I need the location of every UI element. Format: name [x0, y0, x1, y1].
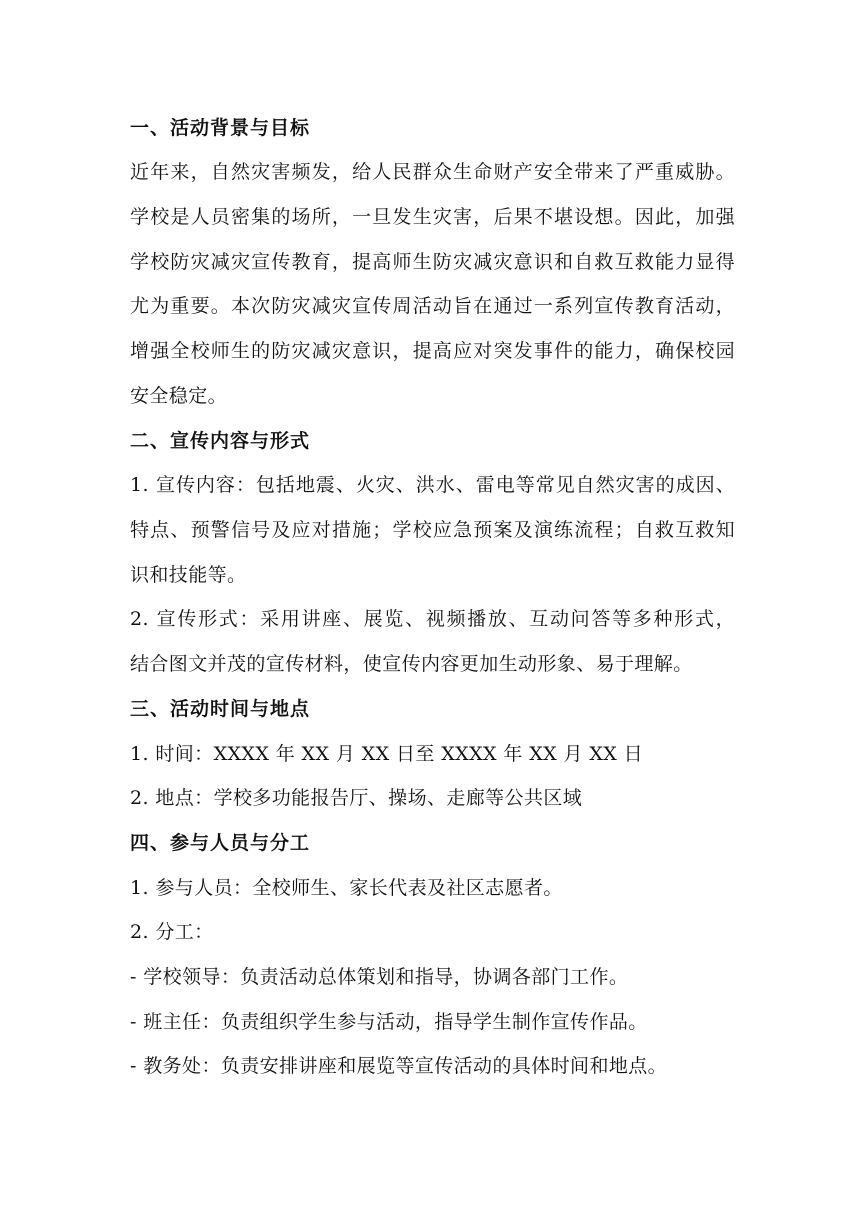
list-item: - 学校领导：负责活动总体策划和指导，协调各部门工作。: [130, 966, 629, 988]
paragraph-line: 安全稳定。: [130, 385, 228, 407]
section-heading-1: 一、活动背景与目标: [130, 117, 311, 139]
list-item: - 班主任：负责组织学生参与活动，指导学生制作宣传作品。: [130, 1011, 648, 1033]
section-heading-4: 四、参与人员与分工: [130, 832, 311, 854]
section-heading-3: 三、活动时间与地点: [130, 698, 311, 720]
paragraph-line: 学校是人员密集的场所，一旦发生灾害，后果不堪设想。因此，加强: [130, 206, 735, 228]
paragraph-line: 1. 时间：XXXX 年 XX 月 XX 日至 XXXX 年 XX 月 XX 日: [130, 743, 644, 765]
paragraph-line: 特点、预警信号及应对措施；学校应急预案及演练流程；自救互救知: [130, 519, 735, 541]
paragraph-line: 结合图文并茂的宣传材料，使宣传内容更加生动形象、易于理解。: [130, 653, 693, 675]
paragraph-line: 近年来，自然灾害频发，给人民群众生命财产安全带来了严重威胁。: [130, 161, 735, 183]
paragraph-line: 1. 参与人员：全校师生、家长代表及社区志愿者。: [130, 877, 563, 899]
list-item: - 教务处：负责安排讲座和展览等宣传活动的具体时间和地点。: [130, 1055, 668, 1077]
section-heading-2: 二、宣传内容与形式: [130, 430, 311, 452]
paragraph-line: 2. 地点：学校多功能报告厅、操场、走廊等公共区域: [130, 787, 583, 809]
paragraph-line: 学校防灾减灾宣传教育，提高师生防灾减灾意识和自救互救能力显得: [130, 251, 735, 273]
paragraph-line: 2. 宣传形式：采用讲座、展览、视频播放、互动问答等多种形式，: [130, 608, 735, 630]
paragraph-line: 2. 分工：: [130, 921, 214, 943]
paragraph-line: 识和技能等。: [130, 564, 247, 586]
paragraph-line: 尤为重要。本次防灾减灾宣传周活动旨在通过一系列宣传教育活动，: [130, 295, 735, 317]
paragraph-line: 增强全校师生的防灾减灾意识，提高应对突发事件的能力，确保校园: [130, 340, 735, 362]
paragraph-line: 1. 宣传内容：包括地震、火灾、洪水、雷电等常见自然灾害的成因、: [130, 474, 735, 496]
